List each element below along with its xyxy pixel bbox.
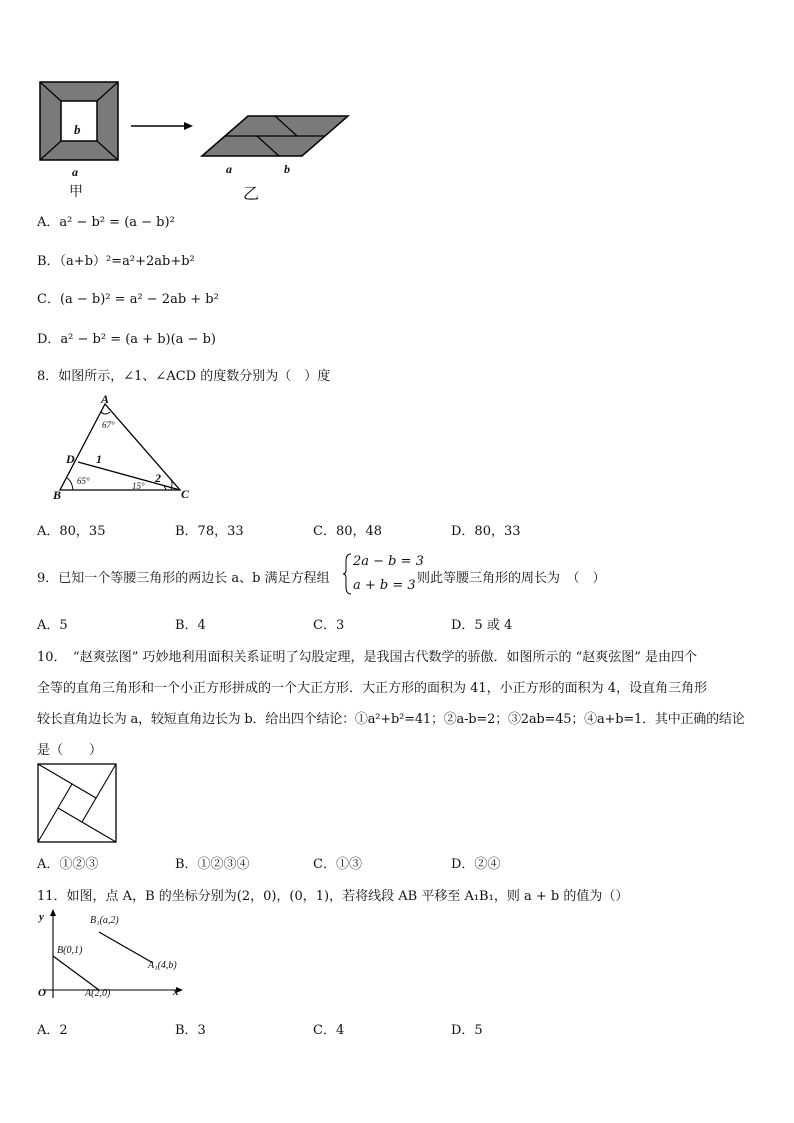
q11-point-b1: B₁(a,2) <box>90 915 119 926</box>
q9-option-a[interactable]: A．5 <box>37 618 68 633</box>
q8-option-a[interactable]: A．80，35 <box>37 524 106 539</box>
q8-point-d: D <box>66 452 75 466</box>
q11-point-b: B(0,1) <box>57 945 83 956</box>
q7-option-a[interactable]: A．a² − b² = (a − b)² <box>37 215 175 230</box>
q9-equation-2: a + b = 3 <box>353 578 416 593</box>
q8-point-a: A <box>101 392 110 406</box>
q8-option-d[interactable]: D．80，33 <box>451 524 521 539</box>
q8-angle-1: 1 <box>96 452 102 466</box>
q8-option-b[interactable]: B．78，33 <box>175 524 244 539</box>
q9-equation-1: 2a − b = 3 <box>353 554 424 569</box>
q7-option-d[interactable]: D．a² − b² = (a + b)(a − b) <box>37 332 216 347</box>
fig-yi-label-a: a <box>226 162 232 176</box>
fig-jia-caption: 甲 <box>69 184 83 200</box>
q11-point-a: A(2,0) <box>85 988 111 999</box>
q8-option-c[interactable]: C．80，48 <box>313 524 383 539</box>
q9-option-c[interactable]: C．3 <box>313 618 345 633</box>
q8-point-b: B <box>53 488 62 502</box>
q8-angle-2: 2 <box>155 471 161 485</box>
q11-stem: 11．如图，点 A，B 的坐标分别为(2，0)，(0，1)，若将线段 AB 平移至 A₁B₁，则 a + b 的值为（） <box>37 889 629 904</box>
q10-stem-line-1: 10． “赵爽弦图” 巧妙地利用面积关系证明了勾股定理，是我国古代数学的骄傲．如图所示的 “赵爽弦图” 是由四个 <box>37 650 698 665</box>
q11-option-a[interactable]: A．2 <box>37 1023 68 1038</box>
q9-stem-before: 9．已知一个等腰三角形的两边长 a、b 满足方程组 <box>37 571 330 586</box>
q11-origin: O <box>38 987 46 999</box>
q9-option-d[interactable]: D．5 或 4 <box>451 618 513 633</box>
q8-angle-67: 67° <box>102 420 115 430</box>
q8-stem: 8．如图所示，∠1、∠ACD 的度数分别为（ ）度 <box>37 369 331 384</box>
fig-yi-caption: 乙 <box>243 184 260 203</box>
q7-option-b[interactable]: B．（a+b）²=a²+2ab+b² <box>37 254 195 269</box>
q8-angle-15: 15° <box>132 481 145 491</box>
q8-angle-65: 65° <box>77 476 90 486</box>
q10-stem-line-2: 全等的直角三角形和一个小正方形拼成的一个大正方形．大正方形的面积为 41，小正方形的面积为 4，设直角三角形 <box>37 681 708 696</box>
q9-stem-after: 则此等腰三角形的周长为 （ ） <box>417 571 606 586</box>
q10-stem-line-3: 较长直角边长为 a，较短直角边长为 b．给出四个结论：①a²+b²=41；②a-b=2；③2ab=45；④a+b=1．其中正确的结论 <box>37 712 745 727</box>
q11-option-c[interactable]: C．4 <box>313 1023 345 1038</box>
q10-option-a[interactable]: A．①②③ <box>37 857 99 872</box>
q10-option-c[interactable]: C．①③ <box>313 857 362 872</box>
q10-option-d[interactable]: D．②④ <box>451 857 501 872</box>
q8-triangle-figure <box>50 392 200 502</box>
fig-yi-label-b: b <box>284 162 290 176</box>
q10-option-b[interactable]: B．①②③④ <box>175 857 250 872</box>
q7-option-c[interactable]: C．(a − b)² = a² − 2ab + b² <box>37 292 219 307</box>
q10-zhao-shuang-figure <box>37 763 117 843</box>
q11-option-d[interactable]: D．5 <box>451 1023 483 1038</box>
q11-option-b[interactable]: B．3 <box>175 1023 206 1038</box>
q11-point-a1: A₁(4,b) <box>148 960 177 971</box>
q10-stem-line-4: 是（ ） <box>37 743 103 758</box>
figure-jia-yi <box>35 78 365 178</box>
q8-point-c: C <box>181 487 190 501</box>
q11-axis-y: y <box>39 911 44 923</box>
fig-jia-label-a: a <box>72 165 78 179</box>
fig-jia-label-b: b <box>74 122 81 137</box>
q9-brace <box>343 553 353 595</box>
q9-option-b[interactable]: B．4 <box>175 618 206 633</box>
q11-axis-x: x <box>173 986 179 998</box>
